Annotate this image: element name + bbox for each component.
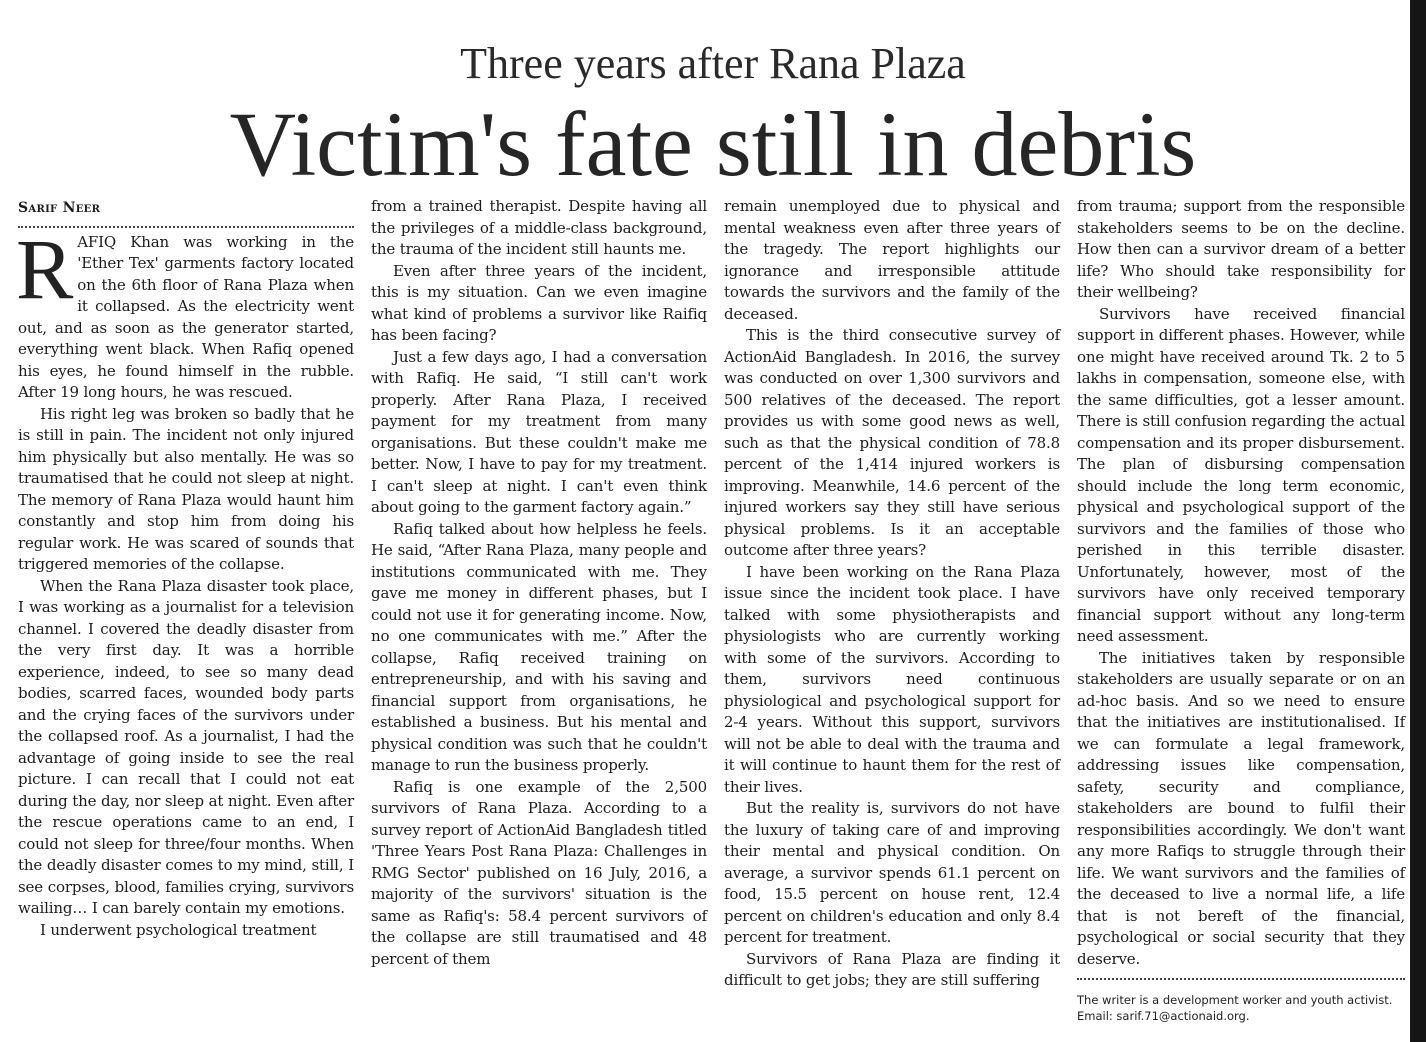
paragraph: But the reality is, survivors do not have the luxury of taking care of and improving their mental and physical condition. On average, a survivor spends 61.1 percent on food, 15.5 percent on house rent, 12.4 percent on children's education and only 8.4 percent for treatment. <box>724 799 1060 946</box>
paragraph: This is the third consecutive survey of ActionAid Bangladesh. In 2016, the survey was conducted on over 1,300 survivors and 500 relatives of the deceased. The report provides us with some good news as well, such as that the physical condition of 78.8 percent of the 1,414 injured workers is improving. Meanwhile, 14.6 percent of the injured workers say they still have serious physical problems. Is it an acceptable outcome after three years? <box>724 326 1060 559</box>
paragraph: remain unemployed due to physical and mental weakness even after three years of the tragedy. The report highlights our ignorance and irresponsible attitude towards the survivors and the family of the deceased. <box>724 197 1060 323</box>
paragraph: The initiatives taken by responsible stakeholders are usually separate or on an ad-hoc basis. And so we need to ensure that the initiatives are institutionalised. If we can formulate a legal framework, addressing issues like compensation, safety, security and compliance, stakeholders are bound to fulfil their responsibilities accordingly. We don't want any more Rafiqs to struggle through their life. We want survivors and the families of the deceased to live a normal life, a life that is not bereft of the financial, psychological or social security that they deserve. <box>1077 648 1405 968</box>
paragraph <box>16 220 354 404</box>
paragraph: Rafiq is one example of the 2,500 survivors of Rana Plaza. According to a survey report of ActionAid Bangladesh titled 'Three Years Post Rana Plaza: Challenges in RMG Sector' published on 16 July, 2016, a majority of the survivors' situation is the same as Rafiq's: 58.4 percent survivors of the collapse are still traumatised and 48 percent of them <box>371 777 707 968</box>
footnote-divider <box>1077 978 1405 980</box>
paragraph: Survivors of Rana Plaza are finding it difficult to get jobs; they are still suffering <box>724 949 1060 989</box>
article-column-3 <box>724 196 1060 992</box>
article-kicker: Three years after Rana Plaza <box>460 39 966 88</box>
paragraph: from trauma; support from the responsible stakeholders seems to be on the decline. How then can a survivor dream of a better life? Who should take responsibility for their wellbeing? <box>1077 197 1405 301</box>
article-headline: Victim's fate still in debris <box>229 93 1197 195</box>
article-column-4 <box>1077 196 1405 1024</box>
paragraph: Just a few days ago, I had a conversation with Rafiq. He said, “I still can't work properly. After Rana Plaza, I received payment for my treatment from many organisations. But these couldn't make me better. Now, I have to pay for my treatment. I can't sleep at night. I can't even think about going to the garment factory again.” <box>371 347 707 516</box>
paragraph: Rafiq talked about how helpless he feels. He said, “After Rana Plaza, many people and institutions communicated with me. They gave me money in different phases, but I could not use it for generating income. Now, no one communicates with me.” After the collapse, Rafiq received training on entrepreneurship, and with his saving and financial support from organisations, he established a business. But his mental and physical condition was such that he couldn't manage to run the business properly. <box>371 519 707 774</box>
paragraph: I underwent psychological treatment <box>40 920 317 939</box>
paragraph: from a trained therapist. Despite having all the privileges of a middle-class background, the trauma of the incident still haunts me. <box>371 197 707 258</box>
paragraph: Even after three years of the incident, this is my situation. Can we even imagine what kind of problems a survivor like Raifiq has been facing? <box>371 261 707 344</box>
drop-cap: R <box>16 220 74 317</box>
author-byline: Sarif Neer <box>18 198 354 228</box>
paragraph-text: AFIQ Khan was working in the 'Ether Tex' garments factory located on the 6th floor of Rana Plaza when it collapsed. As the electricity went out, and as soon as the generator started, everything went black. When Rafiq opened his eyes, he found himself in the rubble. After 19 long hours, he was rescued. <box>18 232 354 401</box>
article-column-1 <box>18 196 354 941</box>
paragraph: His right leg was broken so badly that he is still in pain. The incident not only injured him physically but also mentally. He was so traumatised that he could not sleep at night. The memory of Rana Plaza would haunt him constantly and stop him from doing his regular work. He was scared of sounds that triggered memories of the collapse. <box>18 404 354 573</box>
paragraph: Survivors have received financial support in different phases. However, while one might have received around Tk. 2 to 5 lakhs in compensation, someone else, with the same difficulties, got a lesser amount. There is still confusion regarding the actual compensation and its proper disbursement. The plan of disbursing compensation should include the long term economic, physical and psychological support of the survivors and the families of those who perished in this terrible disaster. Unfortunately, however, most of the survivors have only received temporary financial support without any long-term need assessment. <box>1077 304 1405 645</box>
paragraph: I have been working on the Rana Plaza issue since the incident took place. I have talked with some physiotherapists and physiologists who are currently working with some of the survivors. According to them, survivors need continuous physiological and psychological support for 2-4 years. Without this support, survivors will not be able to deal with the trauma and it will continue to haunt them for the rest of their lives. <box>724 562 1060 796</box>
author-note: The writer is a development worker and youth activist. Email: sarif.71@actionaid.org. <box>1077 993 1393 1023</box>
article-column-2 <box>371 196 707 970</box>
paragraph: When the Rana Plaza disaster took place, I was working as a journalist for a television channel. I covered the deadly disaster from the very first day. It was a horrible experience, indeed, to see so many dead bodies, scarred faces, wounded body parts and the crying faces of the survivors under the collapsed roof. As a journalist, I had the advantage of going inside to see the real picture. I can recall that I could not eat during the day, nor sleep at night. Even after the rescue operations came to an end, I could not sleep for three/four months. When the deadly disaster comes to my mind, still, I see corpses, blood, families crying, survivors wailing… I can barely contain my emotions. <box>18 576 354 917</box>
